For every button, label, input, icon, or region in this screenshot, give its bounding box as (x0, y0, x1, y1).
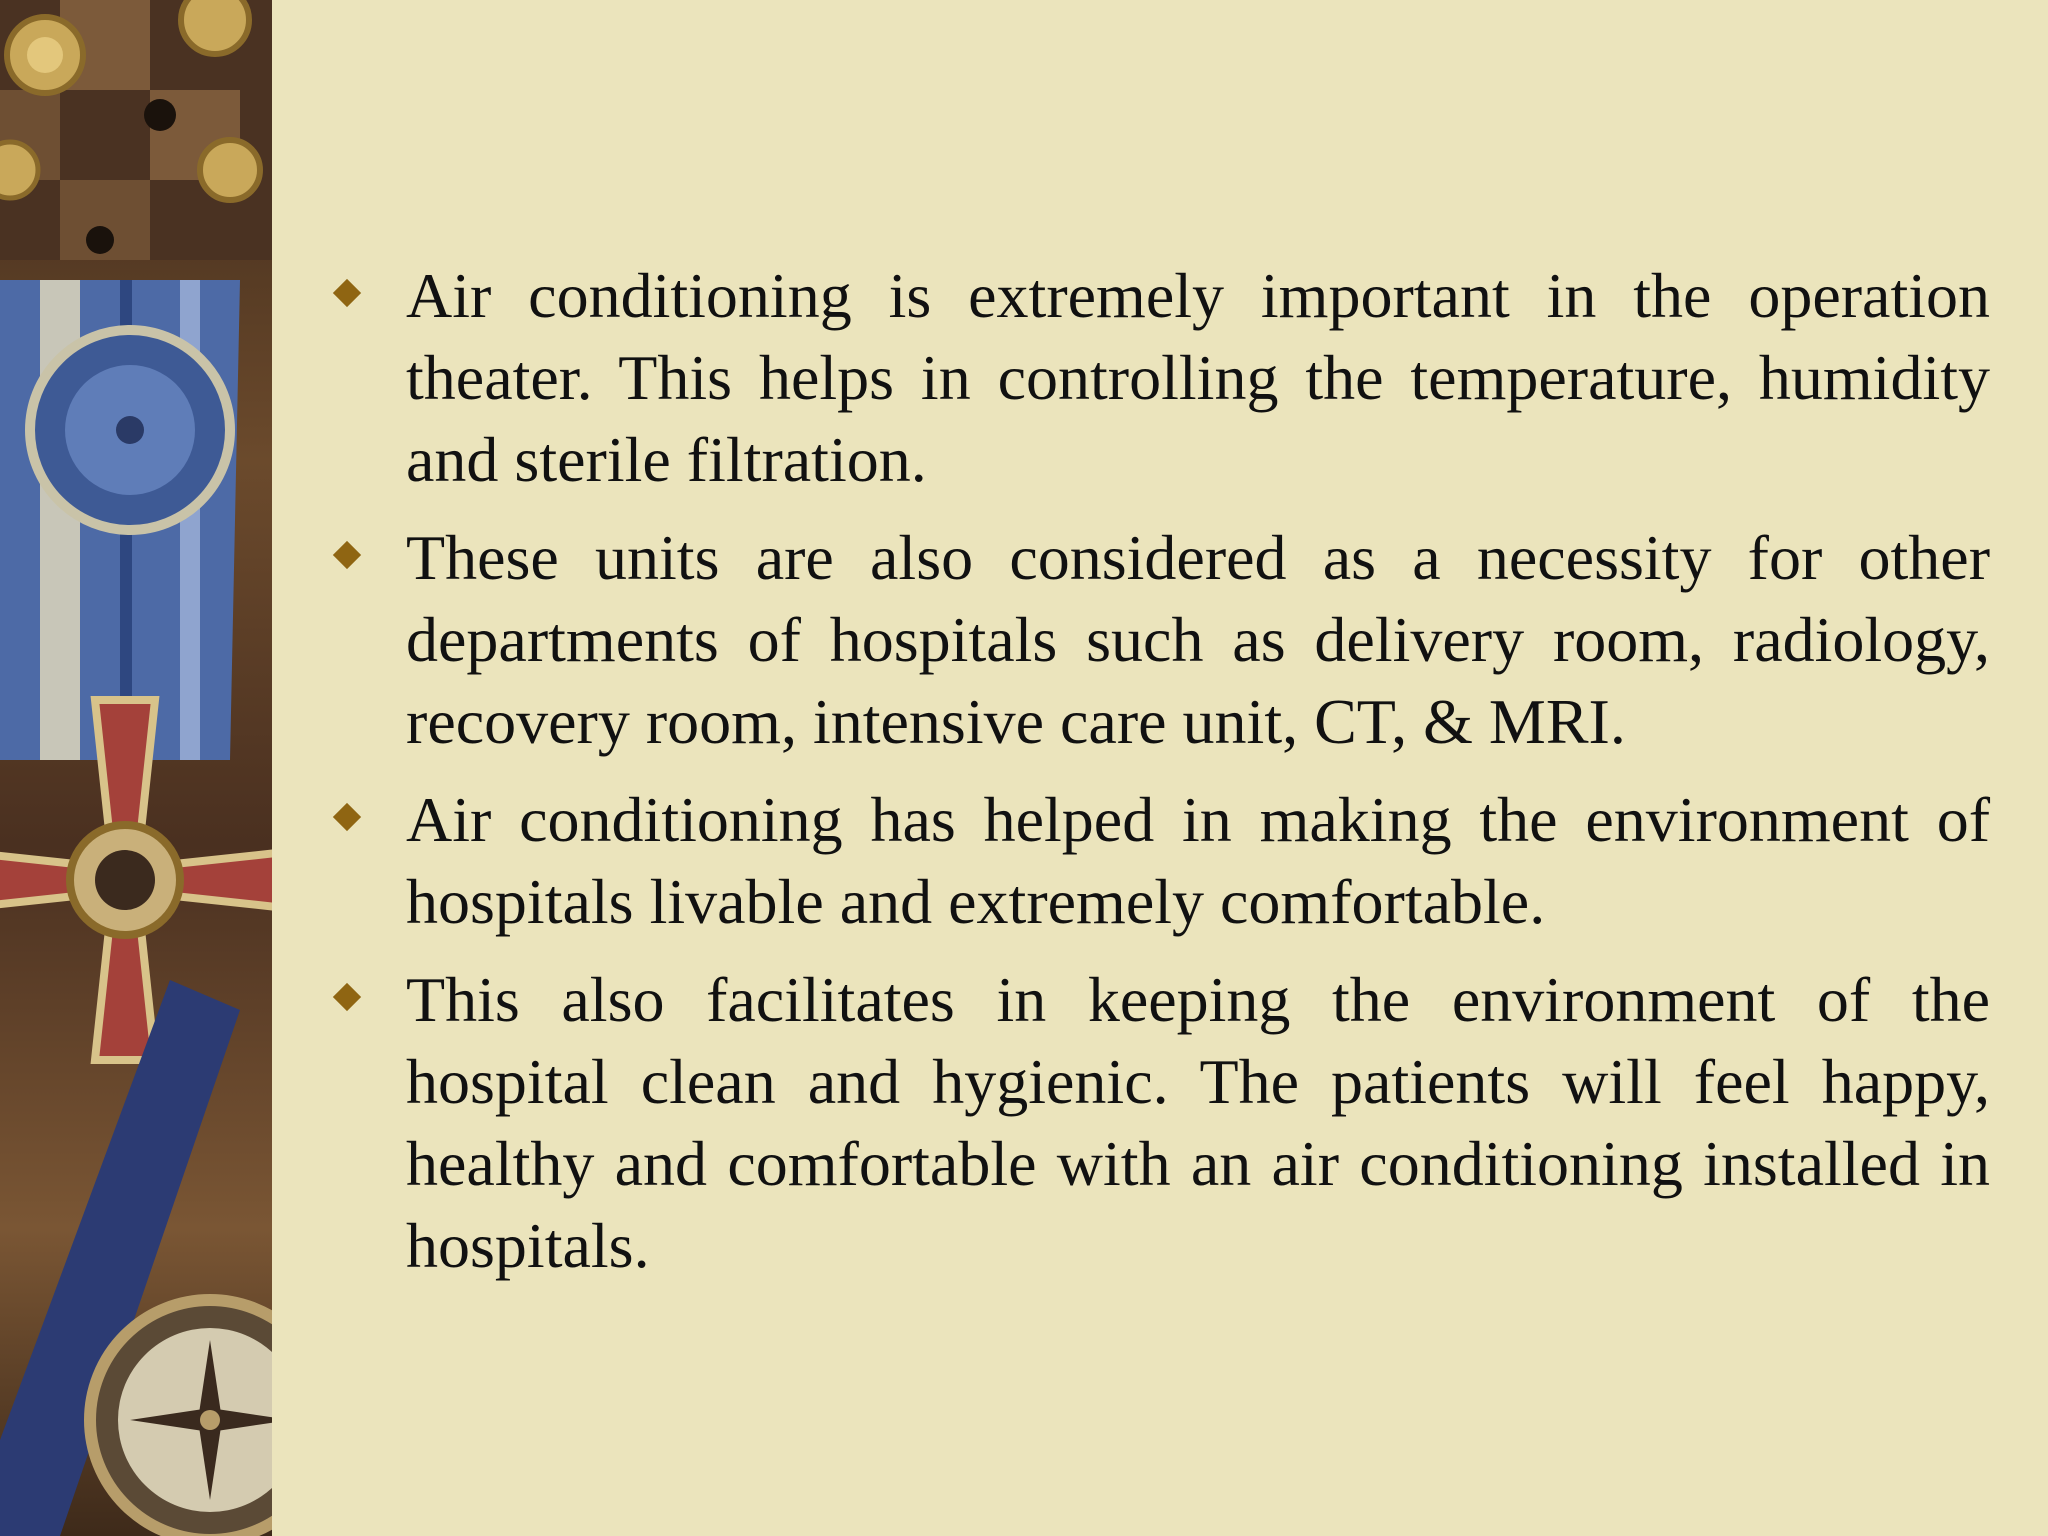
bullet-text: Air conditioning has helped in making the environment of hospitals livable and extremely comfortable. (406, 784, 1990, 937)
bullet-text: Air conditioning is extremely important in the operation theater. This helps in controlling the temperature, humidity and sterile filtration. (406, 260, 1990, 495)
bullet-list (330, 255, 1990, 1287)
diamond-bullet-icon (333, 983, 361, 1011)
diamond-bullet-icon (333, 803, 361, 831)
diamond-bullet-icon (333, 279, 361, 307)
medals-collage-image (0, 0, 272, 1536)
bullet-text: This also facilitates in keeping the environment of the hospital clean and hygienic. The patients will feel happy, healthy and comfortable with an air conditioning installed in hospitals. (406, 964, 1990, 1281)
slide-content (330, 255, 1990, 1303)
diamond-bullet-icon (333, 541, 361, 569)
bullet-item (330, 959, 1990, 1287)
bullet-item (330, 779, 1990, 943)
bullet-item (330, 255, 1990, 501)
decorative-image-panel (0, 0, 272, 1536)
bullet-item (330, 517, 1990, 763)
bullet-text: These units are also considered as a necessity for other departments of hospitals such as delivery room, radiology, recovery room, intensive care unit, CT, & MRI. (406, 522, 1990, 757)
